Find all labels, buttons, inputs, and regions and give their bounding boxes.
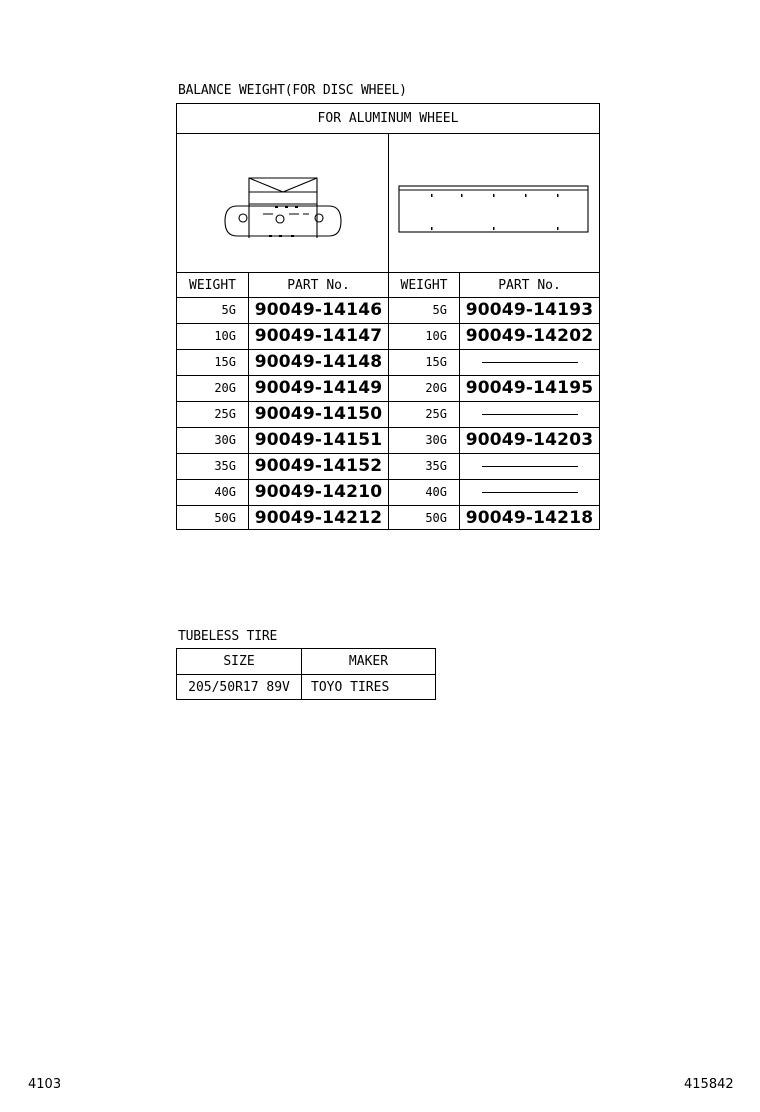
left-weight-cell: 40G [214,485,236,499]
left-weight-cell: 50G [214,511,236,525]
left-weight-cell: 15G [214,355,236,369]
clip-weight-icon [177,134,388,273]
maker-header: MAKER [348,654,389,669]
adhesive-weight-icon [389,134,599,273]
right-weight-cell: 15G [425,355,447,369]
right-weight-cell: 50G [425,511,447,525]
left-weight-header: WEIGHT [189,277,236,293]
not-available-dash [482,466,578,467]
page-code-left: 4103 [28,1077,62,1092]
right-part-header: PART No. [498,277,561,293]
right-part-cell: 90049-14218 [465,508,594,528]
clip-on-weight-illustration [177,134,388,273]
right-part-cell-empty [460,349,599,375]
right-weight-cell: 40G [425,485,447,499]
left-weight-cell: 25G [214,407,236,421]
not-available-dash [482,492,578,493]
tubeless-tire-table [176,648,436,700]
right-part-cell-empty [460,401,599,427]
page-code-right: 415842 [684,1077,734,1092]
right-part-cell-empty [460,453,599,479]
tubeless-tire-title: TUBELESS TIRE [178,629,278,644]
adhesive-weight-illustration [389,134,599,273]
right-weight-header: WEIGHT [400,277,448,293]
aluminum-wheel-header: FOR ALUMINUM WHEEL [177,104,599,134]
left-weight-cell: 30G [214,433,236,447]
left-part-cell: 90049-14151 [254,430,383,450]
right-part-cell: 90049-14203 [465,430,594,450]
not-available-dash [482,362,578,363]
left-weight-cell: 5G [221,303,236,317]
right-weight-cell: 20G [425,381,447,395]
right-weight-cell: 5G [432,303,447,317]
not-available-dash [482,414,578,415]
balance-weight-table [176,103,600,530]
left-weight-cell: 20G [214,381,236,395]
size-header: SIZE [223,654,255,669]
left-weight-cell: 10G [214,329,236,343]
left-part-cell: 90049-14146 [254,300,383,320]
right-weight-cell: 25G [425,407,447,421]
right-part-cell: 90049-14193 [465,300,594,320]
tire-size-value: 205/50R17 89V [188,680,290,695]
left-weight-cell: 35G [214,459,236,473]
left-part-cell: 90049-14212 [254,508,383,528]
right-part-cell: 90049-14195 [465,378,594,398]
balance-weight-title: BALANCE WEIGHT(FOR DISC WHEEL) [178,83,407,98]
left-part-cell: 90049-14147 [254,326,383,346]
left-part-cell: 90049-14149 [254,378,383,398]
tire-maker-value: TOYO TIRES [311,680,390,695]
right-part-cell-empty [460,479,599,505]
right-weight-cell: 10G [425,329,447,343]
left-part-cell: 90049-14152 [254,456,383,476]
right-part-cell: 90049-14202 [465,326,594,346]
right-weight-cell: 30G [425,433,447,447]
left-part-cell: 90049-14150 [254,404,383,424]
right-weight-cell: 35G [425,459,447,473]
left-part-cell: 90049-14148 [254,352,383,372]
left-part-header: PART No. [287,277,350,293]
left-part-cell: 90049-14210 [254,482,383,502]
